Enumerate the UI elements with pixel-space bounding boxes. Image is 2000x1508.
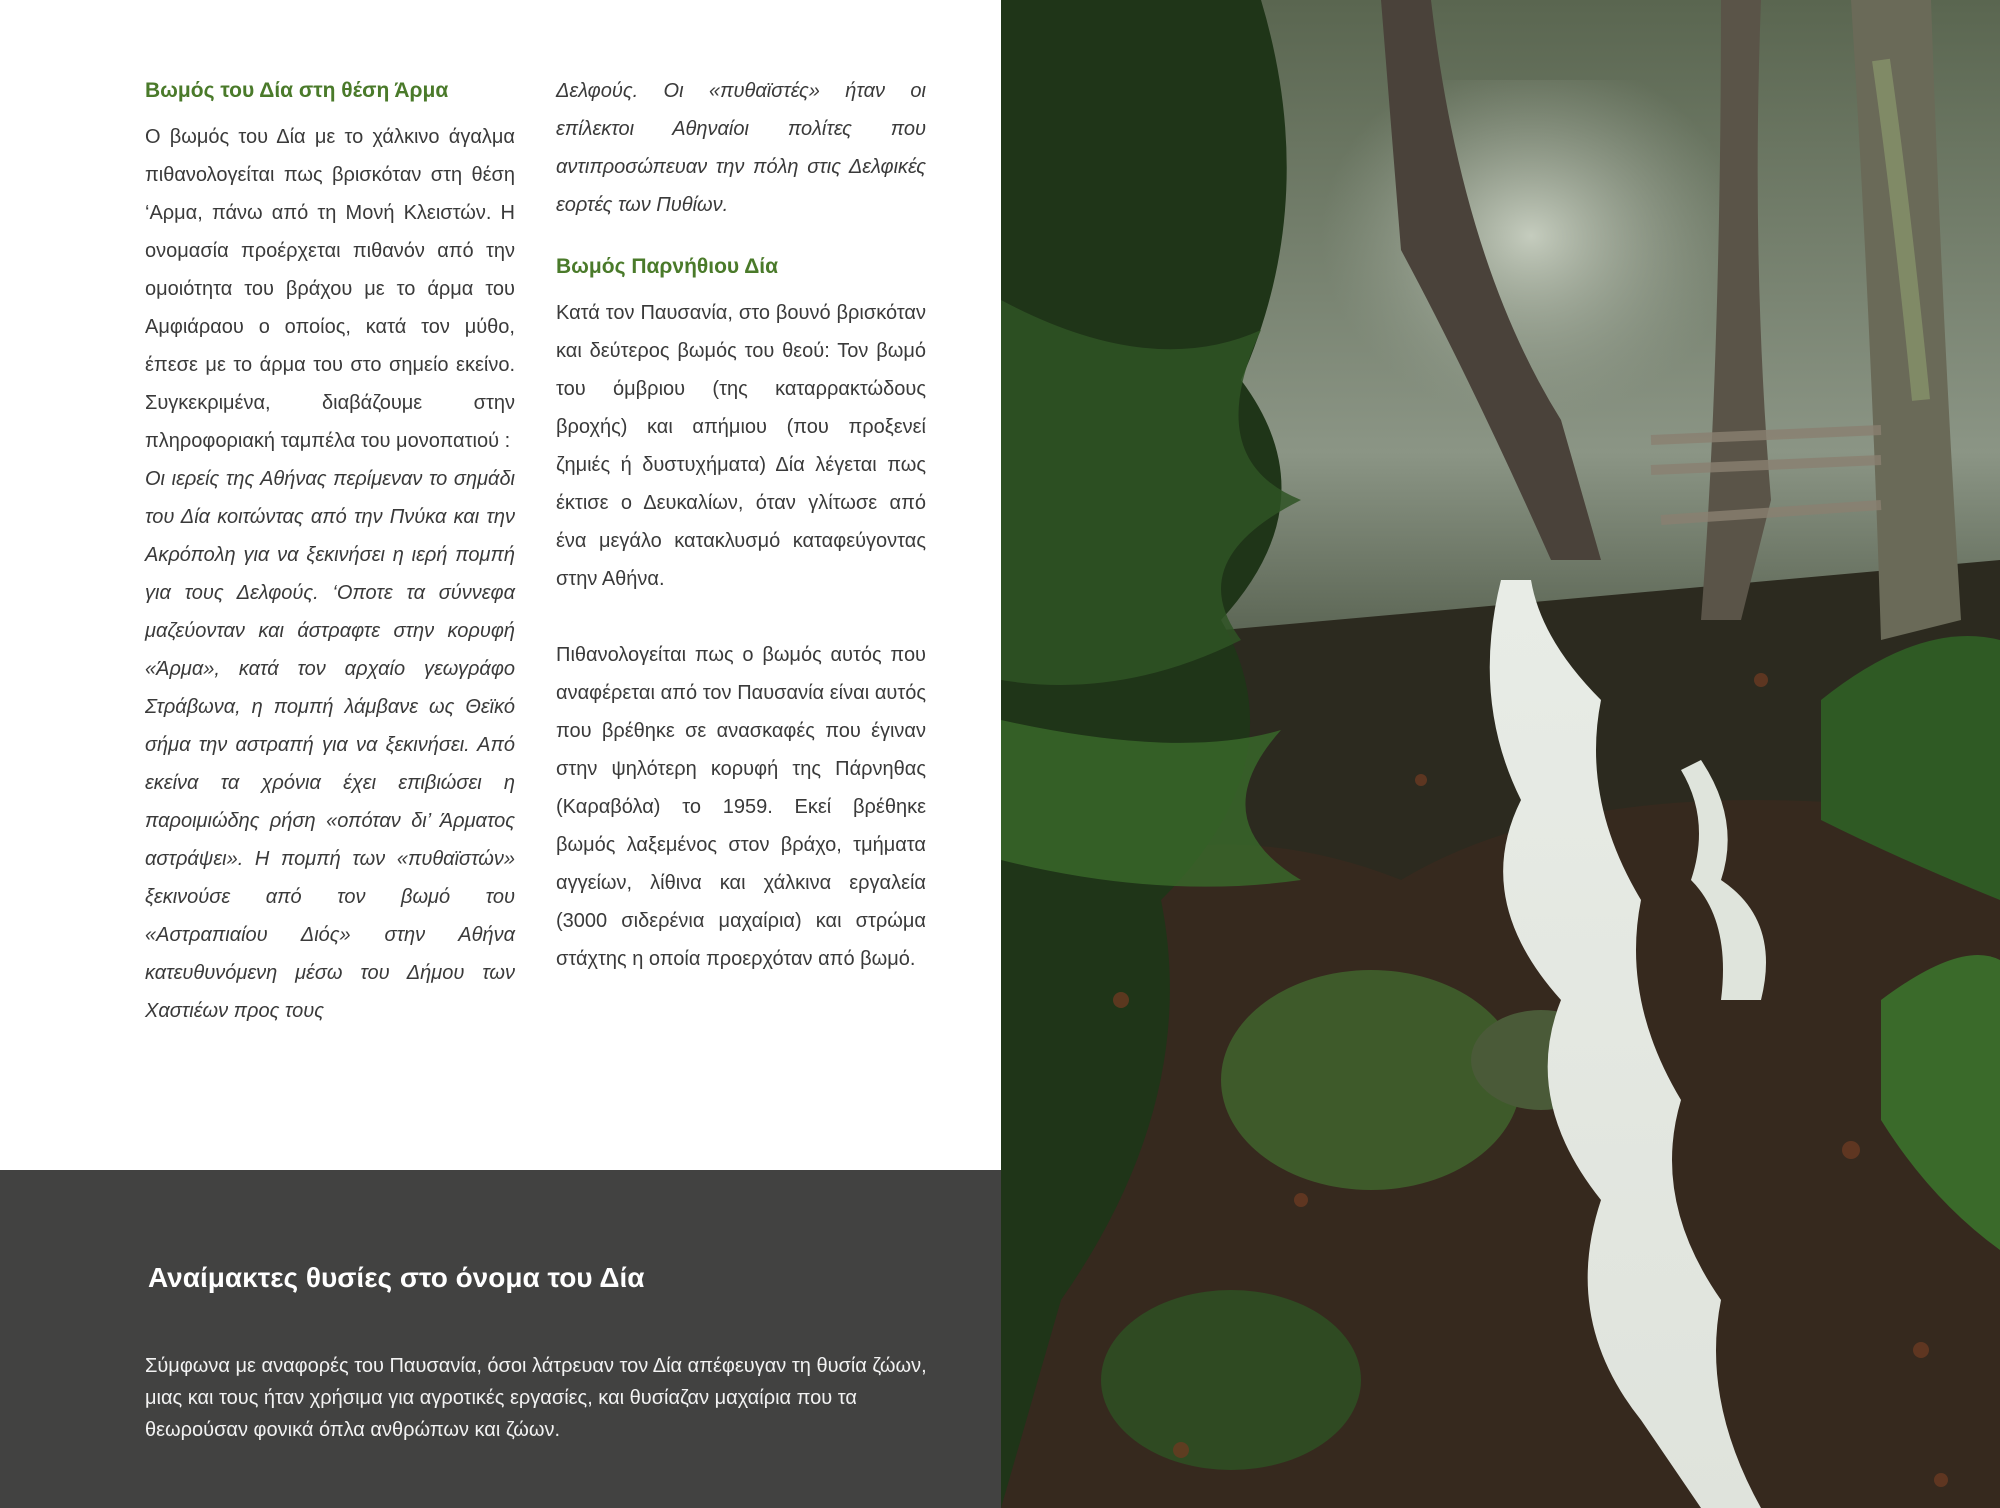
right-column	[556, 72, 926, 978]
band-title: Αναίμακτες θυσίες στο όνομα του Δία	[148, 1262, 645, 1293]
arma-quote-continuation: Δελφούς. Οι «πυθαϊστές» ήταν οι επίλεκτοι Αθηναίοι πολίτες που αντιπροσώπευαν την πόλη στις Δελφικές εορτές των Πυθίων.	[556, 80, 926, 216]
sacrifice-info-band	[0, 1170, 1001, 1508]
parnithios-paragraph-1: Κατά τον Παυσανία, στο βουνό βρισκόταν και δεύτερος βωμός του θεού: Τον βωμό του όμβριου (της καταρρακτώδους βροχής) και απήμιου (που προξενεί ζημιές ή δυστυχήματα) Δία λέγεται πως έκτισε ο Δευκαλίων, όταν γλίτωσε από ένα μεγάλο κατακλυσμό καταφεύγοντας στην Αθήνα.	[556, 302, 926, 590]
band-text: Σύμφωνα με αναφορές του Παυσανία, όσοι λάτρευαν τον Δία απέφευγαν τη θυσία ζώων, μιας και τους ήταν χρήσιμα για αγροτικές εργασίες, και θυσίαζαν μαχαίρια που τα θεωρούσαν φονικά όπλα ανθρώπων και ζώων.	[145, 1355, 927, 1441]
section-heading-arma-altar: Βωμός του Δία στη θέση Άρμα	[145, 79, 449, 102]
section-heading-parnithios-altar: Βωμός Παρνήθιου Δία	[556, 255, 779, 278]
left-column	[145, 72, 515, 1030]
arma-quote-paragraph: Οι ιερείς της Αθήνας περίμεναν το σημάδι του Δία κοιτώντας από την Πνύκα και την Ακρόπολη για να ξεκινήσει η ιερή πομπή για τους Δελφούς. ‘Οποτε τα σύννεφα μαζεύονταν και άστραφτε στην κορυφή «Άρμα», κατά τον αρχαίο γεωγράφο Στράβωνα, η πομπή λάμβανε ως Θεϊκό σήμα την αστραπή για να ξεκινήσει. Από εκείνα τα χρόνια έχει επιβιώσει η παροιμιώδης ρήση «οπόταν δι’ Άρματος αστράψει». Η πομπή των «πυθαϊστών» ξεκινούσε από τον βωμό του «Αστραπιαίου Διός» στην Αθήνα κατευθυνόμενη μέσω του Δήμου των Χαστιέων προς τους	[145, 468, 515, 1022]
parnithios-paragraph-2: Πιθανολογείται πως ο βωμός αυτός που αναφέρεται από τον Παυσανία είναι αυτός που βρέθηκε σε ανασκαφές που έγιναν στην ψηλότερη κορυφή της Πάρνηθας (Καραβόλα) το 1959. Εκεί βρέθηκε βωμός λαξεμένος στον βράχο, τμήματα αγγείων, λίθινα και χάλκινα εργαλεία (3000 σιδερένια μαχαίρια) και στρώμα στάχτης η οποία προερχόταν από βωμό.	[556, 644, 926, 970]
forest-stream-photo	[1001, 0, 2000, 1508]
arma-intro-paragraph: Ο βωμός του Δία με το χάλκινο άγαλμα πιθανολογείται πως βρισκόταν στη θέση ‘Αρμα, πάνω από τη Μονή Κλειστών. Η ονομασία προέρχεται πιθανόν από την ομοιότητα του βράχου με το άρμα του Αμφιάραου ο οποίος, κατά τον μύθο, έπεσε με το άρμα του στο σημείο εκείνο. Συγκεκριμένα, διαβάζουμε στην πληροφοριακή ταμπέλα του μονοπατιού :	[145, 126, 515, 452]
